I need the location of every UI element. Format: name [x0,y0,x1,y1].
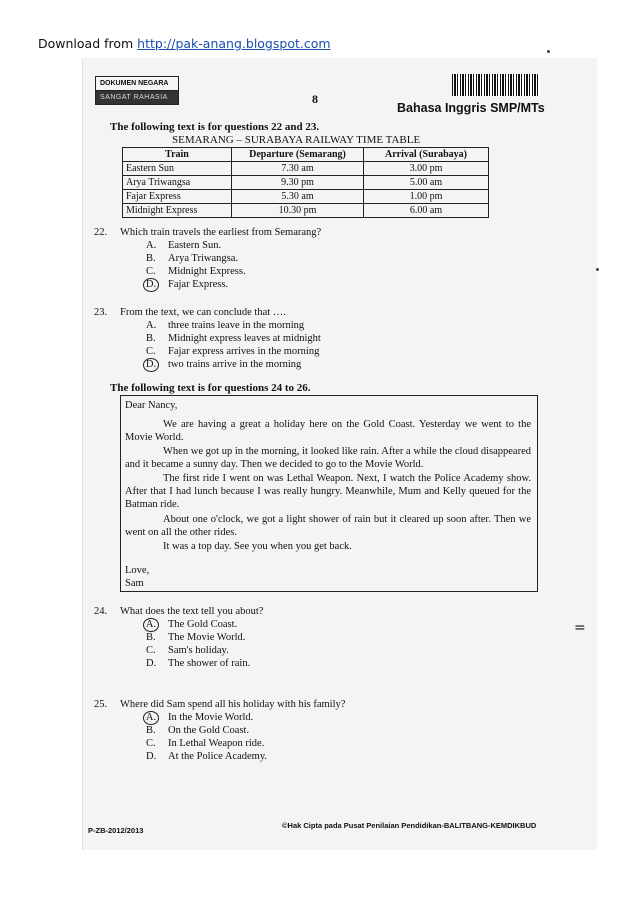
cell-arrival: 1.00 pm [364,190,489,204]
letter-box [120,395,538,592]
letter-paragraph-5: It was a top day. See you when you get back. [163,541,352,552]
section2-intro: The following text is for questions 24 to 26. [110,382,311,394]
option-d-circled[interactable]: D. Fajar Express. [146,278,228,292]
cell-train: Fajar Express [123,190,232,204]
dokumen-top: DOKUMEN NEGARA [96,77,178,91]
dokumen-bottom: SANGAT RAHASIA [96,91,178,104]
letter-paragraph-4: About one o'clock, we got a light shower of rain but it cleared up soon after. Then we went on all the other rides. [125,514,531,539]
timetable-header-row [123,148,489,162]
option-b[interactable]: B. The Movie World. [146,632,246,643]
answer-circle: D. [143,278,159,292]
question-number: 25. [94,699,108,710]
letter-signature: Sam [125,578,144,589]
question-23 [94,306,534,372]
col-departure: Departure (Semarang) [232,148,364,162]
timetable [122,147,489,218]
subject-title: Bahasa Inggris SMP/MTs [397,101,545,115]
option-d[interactable]: D. At the Police Academy. [146,751,268,762]
cell-arrival: 3.00 pm [364,162,489,176]
question-number: 24. [94,606,108,617]
cell-arrival: 6.00 am [364,204,489,218]
question-text: What does the text tell you about? [120,606,264,617]
speck [596,268,599,271]
download-link[interactable]: http://pak-anang.blogspot.com [137,36,331,51]
answer-circle: A. [143,618,159,632]
footer-copyright: ©Hak Cipta pada Pusat Penilaian Pendidikan-BALITBANG-KEMDIKBUD [282,821,537,830]
question-text: From the text, we can conclude that …. [120,307,286,318]
cell-train: Arya Triwangsa [123,176,232,190]
table-row [123,190,489,204]
question-text: Which train travels the earliest from Semarang? [120,227,322,238]
cell-departure: 7.30 am [232,162,364,176]
barcode [452,74,540,96]
margin-mark: = [574,620,586,636]
question-number: 23. [94,307,108,318]
page-number: 8 [312,92,318,106]
table-row [123,204,489,218]
letter-greeting: Dear Nancy, [125,400,178,411]
letter-closing: Love, [125,565,150,576]
cell-arrival: 5.00 am [364,176,489,190]
letter-paragraph-1: We are having a great a holiday here on the Gold Coast. Yesterday we went to the Movie World. [125,419,531,444]
option-d[interactable]: D. The shower of rain. [146,658,251,669]
option-b[interactable]: B. Arya Triwangsa. [146,253,238,264]
option-c[interactable]: C. Midnight Express. [146,266,246,277]
option-a[interactable]: A. three trains leave in the morning [146,320,305,331]
option-d-circled[interactable]: D. two trains arrive in the morning [146,358,301,372]
option-c[interactable]: C. Fajar express arrives in the morning [146,346,320,357]
speck [547,50,550,53]
answer-circle: D. [143,358,159,372]
cell-departure: 5.30 am [232,190,364,204]
option-c[interactable]: C. In Lethal Weapon ride. [146,738,265,749]
question-text: Where did Sam spend all his holiday with his family? [120,699,346,710]
option-b[interactable]: B. On the Gold Coast. [146,725,250,736]
download-line [38,36,331,51]
option-b[interactable]: B. Midnight express leaves at midnight [146,333,321,344]
dokumen-negara-box [95,76,179,105]
col-arrival: Arrival (Surabaya) [364,148,489,162]
question-22 [94,226,534,292]
letter-paragraph-3: The first ride I went on was Lethal Weapon. Next, I watch the Police Academy show. After that I had lunch because I was really hungry. Meanwhile, Mum and Kelly queued for the Batman ride. [125,473,531,511]
timetable-title: SEMARANG – SURABAYA RAILWAY TIME TABLE [172,134,421,146]
table-row [123,176,489,190]
letter-paragraph-2: When we got up in the morning, it looked like rain. After a while the cloud disappeared and it became a sunny day. Then we decided to go to the Movie World. [125,446,531,471]
option-a-circled[interactable]: A. The Gold Coast. [146,618,237,632]
footer-code: P-ZB-2012/2013 [88,826,144,835]
question-24 [94,605,534,671]
cell-departure: 10.30 pm [232,204,364,218]
option-a[interactable]: A. Eastern Sun. [146,240,222,251]
table-row [123,162,489,176]
col-train: Train [123,148,232,162]
cell-departure: 9.30 pm [232,176,364,190]
section1-intro: The following text is for questions 22 and 23. [110,121,320,133]
download-prefix: Download from [38,36,138,51]
option-c[interactable]: C. Sam's holiday. [146,645,229,656]
cell-train: Eastern Sun [123,162,232,176]
cell-train: Midnight Express [123,204,232,218]
question-25 [94,698,534,764]
answer-circle: A. [143,711,159,725]
question-number: 22. [94,227,108,238]
option-a-circled[interactable]: A. In the Movie World. [146,711,253,725]
